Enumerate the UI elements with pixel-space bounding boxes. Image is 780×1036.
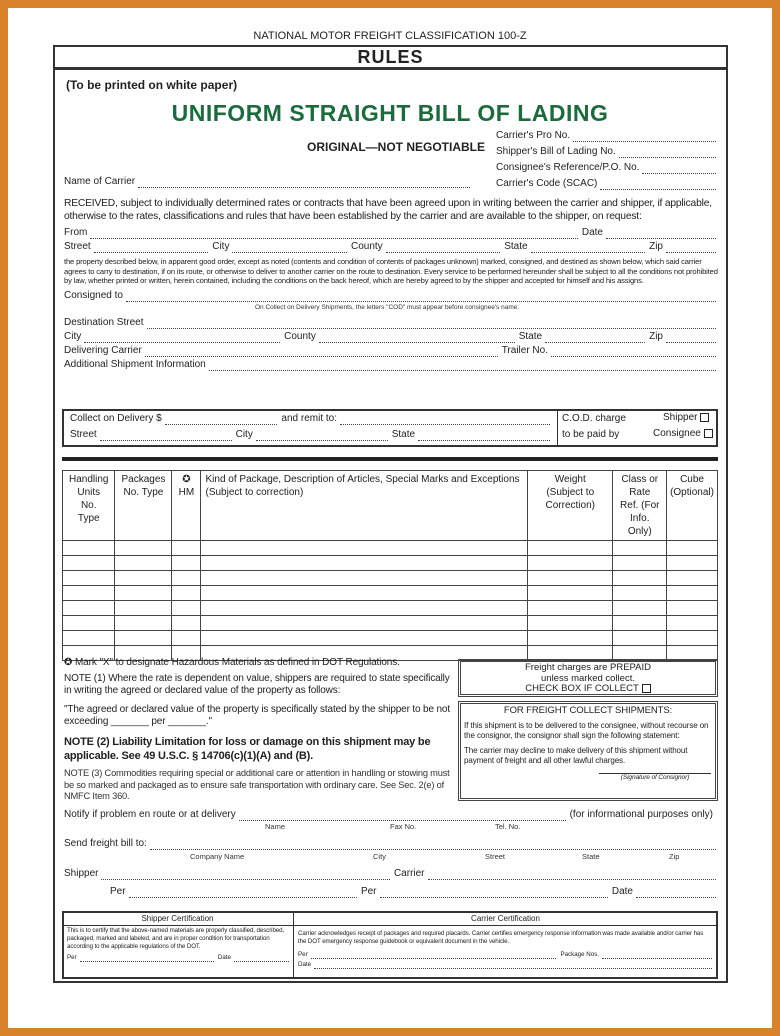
table-cell[interactable] bbox=[115, 541, 172, 556]
table-cell[interactable] bbox=[613, 571, 667, 586]
table-cell[interactable] bbox=[172, 616, 201, 631]
trailer-no-label: Trailer No. bbox=[501, 344, 548, 356]
notify-label: Notify if problem en route or at delivery bbox=[64, 809, 236, 820]
table-cell[interactable] bbox=[172, 571, 201, 586]
prepaid-line2: unless marked collect. bbox=[541, 672, 635, 684]
property-paragraph: the property described below, in apparent good order, except as noted (contents and condition of contents of packages unknown) marked, consigned, and destined as shown below, which said carrier agrees to carry to destination, if on its route, or otherwise to deliver to another carrier on the route to destination. Every service to be performed hereunder shall be subject to all the conditions not prohibited by law, whether printed or written, herein contained, including the conditions on the back hereof, which are hereby agreed to by the shipper and accepted for himself and his assigns. bbox=[64, 257, 718, 286]
note-1: NOTE (1) Where the rate is dependent on value, shippers are required to state specifically in writing the agreed or declared value of the property as follows: bbox=[64, 673, 450, 696]
col-weight: Weight (Subject to Correction) bbox=[528, 471, 613, 541]
cod-divider bbox=[557, 409, 558, 447]
table-cell[interactable] bbox=[201, 586, 528, 601]
hazmat-note: ✪ Mark "X" to designate Hazardous Materials as defined in DOT Regulations. bbox=[64, 657, 400, 668]
notify-field[interactable] bbox=[239, 812, 566, 821]
table-cell[interactable] bbox=[63, 631, 115, 646]
table-cell[interactable] bbox=[528, 616, 613, 631]
carrier-per-label: Per bbox=[360, 886, 377, 897]
carrier-label: Carrier bbox=[393, 868, 425, 879]
table-row bbox=[63, 556, 718, 571]
table-cell[interactable] bbox=[172, 601, 201, 616]
carrier-name-label: Name of Carrier bbox=[64, 176, 136, 187]
cod-amount-field[interactable] bbox=[165, 416, 278, 425]
prepaid-box bbox=[458, 659, 718, 697]
shipment-table bbox=[62, 470, 718, 661]
table-cell[interactable] bbox=[115, 571, 172, 586]
table-row bbox=[63, 586, 718, 601]
cert-header-line bbox=[62, 925, 718, 926]
form-title: UNIFORM STRAIGHT BILL OF LADING bbox=[171, 100, 609, 126]
shipper-field[interactable] bbox=[101, 871, 389, 880]
table-row bbox=[63, 601, 718, 616]
table-cell[interactable] bbox=[63, 616, 115, 631]
table-cell[interactable] bbox=[63, 556, 115, 571]
from-label: From bbox=[64, 227, 88, 238]
street-label: Street bbox=[64, 241, 91, 252]
table-cell[interactable] bbox=[528, 631, 613, 646]
checkbox-icon[interactable] bbox=[704, 429, 713, 438]
table-cell[interactable] bbox=[667, 571, 718, 586]
shipper-cert-section bbox=[67, 927, 289, 962]
collect-checkbox-label: CHECK BOX IF COLLECT bbox=[525, 683, 639, 695]
table-cell[interactable] bbox=[201, 616, 528, 631]
cod-charge-label: C.O.D. charge bbox=[562, 413, 626, 424]
package-nos-field[interactable] bbox=[602, 953, 712, 959]
col-cube: Cube (Optional) bbox=[667, 471, 718, 541]
table-cell[interactable] bbox=[201, 541, 528, 556]
zip-caption: Zip bbox=[669, 852, 680, 861]
company-caption: Company Name bbox=[190, 852, 245, 861]
table-cell[interactable] bbox=[201, 601, 528, 616]
tel-caption: Tel. No. bbox=[495, 822, 521, 831]
col-handling-units: Handling Units No. Type bbox=[63, 471, 115, 541]
table-cell[interactable] bbox=[115, 631, 172, 646]
delivering-carrier-label: Delivering Carrier bbox=[64, 344, 142, 356]
cod-paid-by-label: to be paid by bbox=[562, 429, 620, 440]
table-row bbox=[63, 616, 718, 631]
city-label: City bbox=[212, 241, 230, 252]
notes-section bbox=[64, 657, 450, 803]
form-subtitle: ORIGINAL—NOT NEGOTIABLE bbox=[307, 140, 485, 154]
from-field[interactable] bbox=[90, 230, 578, 239]
print-note: (To be printed on white paper) bbox=[66, 78, 238, 92]
shipper-per-label: Per bbox=[110, 886, 126, 897]
cod-note: On Collect on Delivery Shipments, the letters "COD" must appear before consignee's name. bbox=[255, 303, 520, 311]
date-label: Date bbox=[581, 227, 603, 238]
package-nos-label: Package Nos. bbox=[560, 951, 599, 958]
consignor-signature-line[interactable]: (Signature of Consignor) bbox=[599, 773, 711, 782]
dest-city-label: City bbox=[64, 330, 82, 342]
table-cell[interactable] bbox=[667, 631, 718, 646]
table-cell[interactable] bbox=[63, 601, 115, 616]
county-label: County bbox=[350, 241, 383, 252]
bottom-date-field[interactable] bbox=[636, 889, 716, 898]
shipper-label: Shipper bbox=[64, 868, 99, 879]
consignee-checkbox[interactable] bbox=[653, 428, 713, 439]
send-bill-field[interactable] bbox=[150, 841, 716, 850]
table-cell[interactable] bbox=[201, 571, 528, 586]
table-cell[interactable] bbox=[115, 586, 172, 601]
cod-city-label: City bbox=[235, 429, 253, 440]
table-row bbox=[63, 631, 718, 646]
table-cell[interactable] bbox=[613, 556, 667, 571]
consigned-to-label: Consigned to bbox=[64, 289, 123, 301]
name-caption: Name bbox=[265, 822, 286, 831]
consignee-checkbox-label: Consignee bbox=[653, 428, 701, 439]
freight-collect-box bbox=[458, 701, 718, 801]
carrier-field[interactable] bbox=[428, 871, 716, 880]
dest-state-label: State bbox=[518, 330, 543, 342]
table-cell[interactable] bbox=[63, 571, 115, 586]
note-2: NOTE (2) Liability Limitation for loss or damage on this shipment may be applicable. See 49 U.S.C. § 14706(c)(1)(A) and (B). bbox=[64, 736, 431, 762]
trailer-no-field[interactable] bbox=[551, 348, 716, 357]
scac-label: Carrier's Code (SCAC) bbox=[496, 178, 598, 189]
state-label: State bbox=[504, 241, 528, 252]
destination-street-label: Destination Street bbox=[64, 316, 144, 328]
table-cell[interactable] bbox=[528, 556, 613, 571]
dest-zip-field[interactable] bbox=[666, 334, 716, 343]
zip-field[interactable] bbox=[666, 244, 716, 253]
state-caption: State bbox=[582, 852, 600, 861]
table-cell[interactable] bbox=[172, 541, 201, 556]
col-packages: Packages No. Type bbox=[115, 471, 172, 541]
table-cell[interactable] bbox=[667, 601, 718, 616]
date-field[interactable] bbox=[606, 230, 716, 239]
remit-to-label: and remit to: bbox=[281, 413, 337, 424]
table-cell[interactable] bbox=[63, 586, 115, 601]
cod-city-field[interactable] bbox=[256, 432, 388, 441]
dest-city-field[interactable] bbox=[84, 334, 280, 343]
remit-to-field[interactable] bbox=[340, 416, 550, 425]
table-cell[interactable] bbox=[667, 616, 718, 631]
table-row bbox=[63, 571, 718, 586]
checkbox-icon[interactable] bbox=[700, 413, 709, 422]
shipper-checkbox-label: Shipper bbox=[663, 412, 698, 423]
zip-label: Zip bbox=[649, 241, 663, 252]
table-cell[interactable] bbox=[528, 586, 613, 601]
col-hm: ✪ HM bbox=[172, 471, 201, 541]
prepaid-line1: Freight charges are PREPAID bbox=[524, 662, 651, 673]
carrier-pro-label: Carrier's Pro No. bbox=[496, 130, 571, 141]
table-cell[interactable] bbox=[115, 601, 172, 616]
shipper-cert-date-label: Date bbox=[217, 954, 231, 961]
carrier-cert-per-field[interactable] bbox=[311, 953, 557, 959]
table-cell[interactable] bbox=[172, 556, 201, 571]
fax-caption: Fax No. bbox=[390, 822, 417, 831]
thick-divider bbox=[62, 457, 718, 461]
dest-county-field[interactable] bbox=[319, 334, 515, 343]
carrier-cert-text: Carrier acknowledges receipt of packages and required placards. Carrier certifies emergency response information was made available and/or carrier has the DOT emergency response guidebook or equivalent document in the vehicle. bbox=[298, 930, 704, 945]
table-row bbox=[63, 541, 718, 556]
shipper-cert-text: This is to certify that the above-named materials are properly classified, described, packaged, marked and labeled, and are in proper condition for transportation according to the applicable regulations of the DOT. bbox=[67, 927, 285, 950]
classification-header: NATIONAL MOTOR FREIGHT CLASSIFICATION 100-Z bbox=[253, 30, 527, 42]
table-cell[interactable] bbox=[172, 631, 201, 646]
send-bill-label: Send freight bill to: bbox=[64, 838, 147, 849]
table-cell[interactable] bbox=[667, 541, 718, 556]
table-cell[interactable] bbox=[667, 586, 718, 601]
carrier-cert-date-field[interactable] bbox=[314, 963, 712, 969]
shipper-cert-per-field[interactable] bbox=[80, 956, 214, 962]
freight-collect-text-2: The carrier may decline to make delivery of this shipment without payment of freight and all other lawful charges. bbox=[464, 745, 688, 765]
bol-number-field[interactable] bbox=[619, 149, 716, 158]
city-caption: City bbox=[373, 852, 386, 861]
table-cell[interactable] bbox=[528, 601, 613, 616]
table-cell[interactable] bbox=[667, 556, 718, 571]
rules-heading: RULES bbox=[53, 45, 728, 69]
cod-state-label: State bbox=[391, 429, 416, 440]
carrier-name-field[interactable] bbox=[138, 179, 470, 188]
table-cell[interactable] bbox=[613, 601, 667, 616]
freight-collect-title: FOR FREIGHT COLLECT SHIPMENTS: bbox=[503, 705, 673, 716]
carrier-pro-field[interactable] bbox=[573, 133, 716, 142]
cod-state-field[interactable] bbox=[418, 432, 550, 441]
table-cell[interactable] bbox=[201, 556, 528, 571]
shipper-cert-date-field[interactable] bbox=[234, 956, 289, 962]
table-cell[interactable] bbox=[528, 541, 613, 556]
destination-street-field[interactable] bbox=[147, 320, 717, 329]
additional-info-label: Additional Shipment Information bbox=[64, 358, 206, 370]
shipper-per-field[interactable] bbox=[129, 889, 357, 898]
cod-street-field[interactable] bbox=[100, 432, 232, 441]
table-cell[interactable] bbox=[613, 616, 667, 631]
col-description: Kind of Package, Description of Articles, Special Marks and Exceptions (Subject to correction) bbox=[201, 471, 528, 541]
dest-county-label: County bbox=[284, 330, 316, 342]
table-cell[interactable] bbox=[201, 631, 528, 646]
state-field[interactable] bbox=[531, 244, 646, 253]
table-cell[interactable] bbox=[613, 541, 667, 556]
table-cell[interactable] bbox=[613, 586, 667, 601]
street-caption: Street bbox=[485, 852, 506, 861]
carrier-cert-section bbox=[298, 930, 712, 969]
additional-info-field[interactable] bbox=[209, 362, 716, 371]
col-class: Class or Rate Ref. (For Info. Only) bbox=[613, 471, 667, 541]
consignee-ref-label: Consignee's Reference/P.O. No. bbox=[496, 162, 640, 173]
table-cell[interactable] bbox=[63, 541, 115, 556]
dest-state-field[interactable] bbox=[545, 334, 645, 343]
consigned-to-field[interactable] bbox=[126, 293, 716, 302]
dest-zip-label: Zip bbox=[649, 330, 663, 342]
scac-field[interactable] bbox=[600, 181, 716, 190]
shipment-details-section bbox=[64, 197, 718, 371]
street-field[interactable] bbox=[94, 244, 209, 253]
carrier-cert-per-label: Per bbox=[298, 951, 308, 958]
city-field[interactable] bbox=[232, 244, 347, 253]
table-cell[interactable] bbox=[613, 631, 667, 646]
info-only-label: (for informational purposes only) bbox=[569, 809, 713, 820]
freight-collect-text: If this shipment is to be delivered to the consignee, without recourse on the consignor, the consignor shall sign the following statement: bbox=[464, 720, 709, 740]
shipper-cert-title: Shipper Certification bbox=[141, 914, 214, 923]
table-cell[interactable] bbox=[528, 571, 613, 586]
note-3: NOTE (3) Commodities requiring special or additional care or attention in handling or stowing must be so marked and packaged as to ensure safe transportation with ordinary care. See Sec. 2(e) of NMFC Item 360. bbox=[64, 768, 450, 801]
bottom-date-label: Date bbox=[611, 886, 633, 897]
county-field[interactable] bbox=[386, 244, 501, 253]
declared-value-statement: "The agreed or declared value of the property is specifically stated by the shipper to be not exceeding _______ per _______." bbox=[64, 704, 450, 727]
delivering-carrier-field[interactable] bbox=[145, 348, 498, 357]
bol-number-label: Shipper's Bill of Lading No. bbox=[496, 146, 616, 157]
shipper-cert-per-label: Per bbox=[67, 954, 77, 961]
carrier-cert-date-label: Date bbox=[298, 961, 312, 968]
received-paragraph: RECEIVED, subject to individually determined rates or contracts that have been agreed upon in writing between the carrier and shipper, if applicable, otherwise to the rates, classifications and rules that have been established by the carrier and are available to the shipper, on request: bbox=[64, 198, 712, 222]
cod-street-label: Street bbox=[70, 429, 97, 440]
shipper-checkbox[interactable] bbox=[663, 412, 709, 423]
table-cell[interactable] bbox=[115, 556, 172, 571]
table-cell[interactable] bbox=[115, 616, 172, 631]
consignee-ref-field[interactable] bbox=[642, 165, 716, 174]
collect-checkbox[interactable] bbox=[642, 684, 651, 693]
table-cell[interactable] bbox=[172, 586, 201, 601]
carrier-cert-title: Carrier Certification bbox=[471, 914, 540, 923]
carrier-per-field[interactable] bbox=[380, 889, 608, 898]
cod-amount-label: Collect on Delivery $ bbox=[70, 413, 162, 424]
